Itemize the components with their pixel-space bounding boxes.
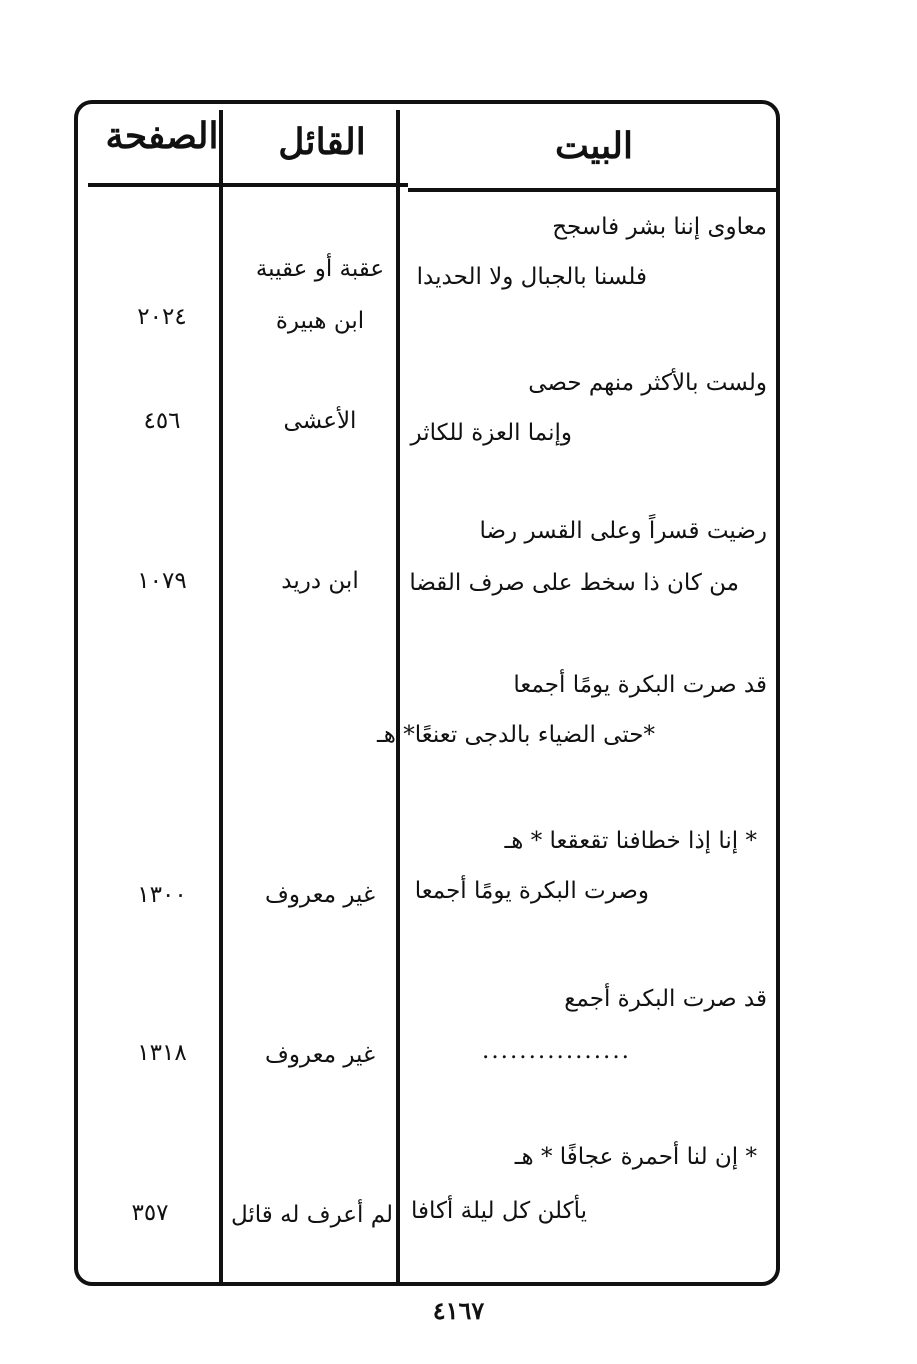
header-rule-verse	[408, 188, 778, 192]
verse-line: يأكلن كل ليلة أكافا	[410, 1198, 587, 1224]
speaker-name: غير معروف	[264, 882, 376, 908]
page-reference: ٢٠٢٤	[137, 304, 187, 330]
page-reference: ١٠٧٩	[137, 568, 187, 594]
speaker-name: ابن دريد	[281, 568, 359, 594]
verse-ellipsis: ................	[482, 1038, 631, 1064]
verse-line: * إن لنا أحمرة عجافًا * هـ	[514, 1144, 757, 1170]
verse-line: *حتى الضياء بالدجى تعنعًا* هـ	[377, 722, 655, 748]
speaker-name: لم أعرف له قائل	[230, 1202, 394, 1228]
speaker-name: عقبة أو عقيبة	[255, 256, 385, 282]
header-verse: البيت	[554, 125, 634, 167]
verse-line: ولست بالأكثر منهم حصى	[528, 370, 767, 396]
page-reference: ١٣٠٠	[137, 882, 187, 908]
page-reference: ١٣١٨	[137, 1040, 187, 1066]
header-speaker: القائل	[278, 121, 366, 163]
speaker-name: الأعشى	[283, 408, 357, 434]
speaker-name: غير معروف	[264, 1042, 376, 1068]
verse-line: قد صرت البكرة أجمع	[564, 986, 767, 1012]
verse-line: وصرت البكرة يومًا أجمعا	[414, 878, 649, 904]
page-number: ٤١٦٧	[432, 1296, 485, 1325]
verse-line: * إنا إذا خطافنا تقعقعا * هـ	[504, 828, 757, 854]
page-reference: ٣٥٧	[131, 1200, 169, 1226]
verse-line: من كان ذا سخط على صرف القضا	[409, 570, 739, 596]
verse-line: قد صرت البكرة يومًا أجمعا	[513, 672, 767, 698]
verse-line: وإنما العزة للكاثر	[410, 420, 572, 446]
verse-line: معاوى إننا بشر فاسجح	[552, 214, 767, 240]
header-page: الصفحة	[105, 115, 219, 157]
verse-line: رضيت قسراً وعلى القسر رضا	[479, 518, 767, 544]
verse-line: فلسنا بالجبال ولا الحديدا	[416, 264, 647, 290]
speaker-name: ابن هبيرة	[275, 308, 365, 334]
column-divider-speaker-page	[219, 110, 223, 1282]
column-divider-verse-speaker	[396, 110, 400, 1282]
page-reference: ٤٥٦	[143, 408, 181, 434]
header-rule	[88, 183, 408, 187]
